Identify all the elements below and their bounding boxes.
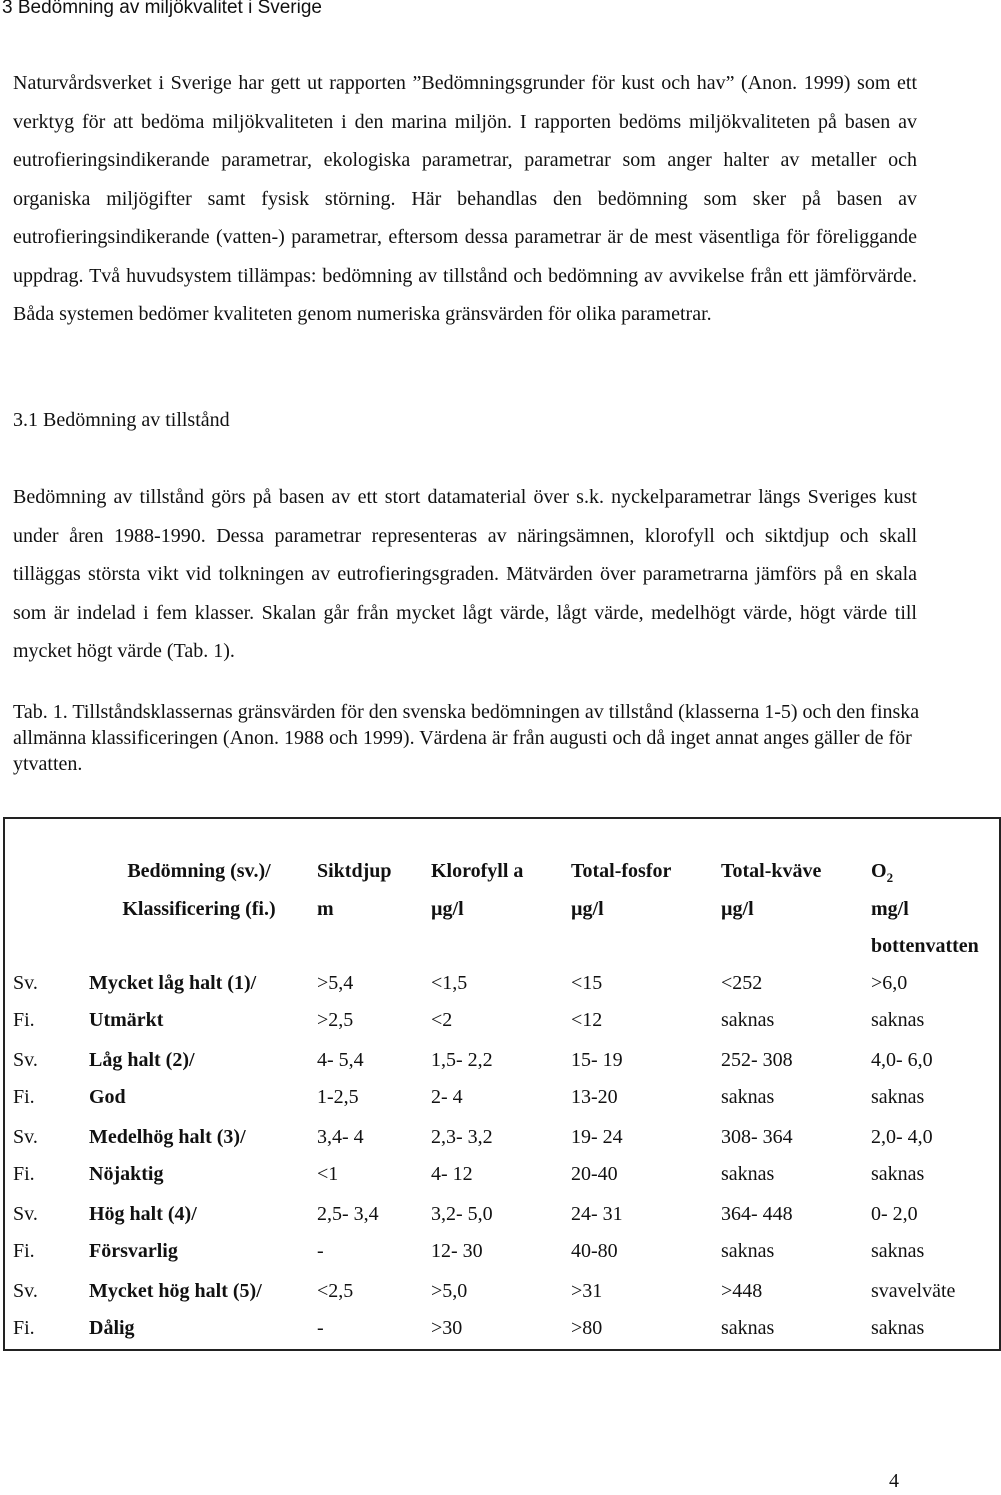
chl-cell — [423, 1042, 563, 1119]
lang-fi: Fi. — [13, 1317, 35, 1339]
class-cell — [75, 1042, 309, 1119]
lang-sv: Sv. — [13, 1125, 38, 1148]
lang-sv: Sv. — [13, 1202, 38, 1225]
class-sv: Mycket hög halt (5)/ — [89, 1279, 262, 1302]
header-tp-line1: Total-fosfor — [571, 860, 672, 882]
o2-sv: svavelväte — [871, 1279, 956, 1302]
secchi-sv: 3,4- 4 — [317, 1125, 364, 1148]
chl-cell — [423, 1273, 563, 1350]
o2-sv: 2,0- 4,0 — [871, 1125, 933, 1148]
chl-fi: 12- 30 — [431, 1240, 483, 1262]
header-secchi-line2: m — [317, 897, 334, 920]
o2-fi: saknas — [871, 1317, 925, 1339]
lang-cell — [4, 1119, 75, 1196]
lang-fi: Fi. — [13, 1086, 35, 1108]
chl-cell — [423, 965, 563, 1042]
class-sv: Låg halt (2)/ — [89, 1048, 195, 1071]
header-tn-line1: Total-kväve — [721, 860, 822, 882]
tp-fi: <12 — [571, 1009, 603, 1031]
o2-sv: 4,0- 6,0 — [871, 1048, 933, 1071]
tn-sv: 252- 308 — [721, 1048, 793, 1071]
header-o2-line3: bottenvatten — [871, 935, 979, 957]
o2-fi: saknas — [871, 1163, 925, 1185]
header-secchi-line1: Siktdjup — [317, 860, 392, 882]
chl-fi: >30 — [431, 1317, 463, 1339]
tp-sv: >31 — [571, 1279, 603, 1302]
class-fi: Nöjaktig — [89, 1163, 164, 1185]
header-o2-line1 — [871, 852, 999, 890]
lang-fi: Fi. — [13, 1163, 35, 1185]
header-chl-line1: Klorofyll a — [431, 860, 524, 882]
tn-fi: saknas — [721, 1240, 775, 1262]
o2-cell — [863, 1119, 1000, 1196]
lang-sv: Sv. — [13, 1048, 38, 1071]
header-class-line2: Klassificering (fi.) — [122, 898, 276, 920]
lang-fi: Fi. — [13, 1009, 35, 1031]
secchi-sv: 4- 5,4 — [317, 1048, 364, 1071]
tn-fi: saknas — [721, 1163, 775, 1185]
classification-table — [3, 817, 1001, 1351]
header-tn-line2: µg/l — [721, 897, 754, 920]
tp-cell — [563, 1273, 713, 1350]
o2-cell — [863, 1042, 1000, 1119]
lang-sv: Sv. — [13, 1279, 38, 1302]
secchi-cell — [309, 1273, 423, 1350]
secchi-fi: <1 — [317, 1163, 339, 1185]
table-row — [4, 965, 1000, 1042]
chl-cell — [423, 1196, 563, 1273]
subsection-heading: 3.1 Bedömning av tillstånd — [13, 409, 230, 431]
chl-fi: <2 — [431, 1009, 453, 1031]
lang-cell — [4, 965, 75, 1042]
o2-fi: saknas — [871, 1086, 925, 1108]
header-class — [75, 818, 309, 965]
class-fi: Försvarlig — [89, 1240, 178, 1262]
class-cell — [75, 1119, 309, 1196]
tn-fi: saknas — [721, 1317, 775, 1339]
tn-cell — [713, 1196, 863, 1273]
table-row — [4, 1196, 1000, 1273]
tp-fi: 13-20 — [571, 1086, 618, 1108]
class-sv: Hög halt (4)/ — [89, 1202, 197, 1225]
secchi-sv: <2,5 — [317, 1279, 354, 1302]
secchi-fi: - — [317, 1240, 324, 1262]
header-class-line1: Bedömning (sv.)/ — [127, 860, 271, 882]
secchi-cell — [309, 1042, 423, 1119]
secchi-fi: 1-2,5 — [317, 1086, 359, 1108]
header-o2-subscript: 2 — [886, 870, 894, 885]
header-oxygen — [863, 818, 1000, 965]
class-cell — [75, 965, 309, 1042]
header-total-nitrogen — [713, 818, 863, 965]
chl-fi: 2- 4 — [431, 1086, 463, 1108]
tn-cell — [713, 1042, 863, 1119]
o2-sv: 0- 2,0 — [871, 1202, 918, 1225]
lang-cell — [4, 1273, 75, 1350]
o2-cell — [863, 1273, 1000, 1350]
tn-sv: 308- 364 — [721, 1125, 793, 1148]
class-sv: Medelhög halt (3)/ — [89, 1125, 246, 1148]
chl-sv: 3,2- 5,0 — [431, 1202, 493, 1225]
section-heading: 3 Bedömning av miljökvalitet i Sverige — [2, 0, 322, 18]
chl-sv: >5,0 — [431, 1279, 468, 1302]
header-chlorophyll — [423, 818, 563, 965]
intro-paragraph: Naturvårdsverket i Sverige har gett ut rapporten ”Bedömningsgrunder för kust och hav” (Anon. 1999) som ett verktyg för att bedöma miljökvaliteten i den marina miljön. I rapporten bedöms miljökvaliteten på basen av eutrofieringsindikerande parametrar, ekologiska parametrar, parametrar som anger halter av metaller och organiska miljögifter samt fysisk störning. Här behandlas den bedömning som sker på basen av eutrofieringsindikerande (vatten-) parametrar, eftersom dessa parametrar är de mest väsentliga för föreliggande uppdrag. Två huvudsystem tillämpas: bedömning av tillstånd och bedömning av avvikelse från ett jämförvärde. Båda systemen bedömer kvaliteten genom numeriska gränsvärden för olika parametrar. — [13, 72, 917, 325]
table-row — [4, 1119, 1000, 1196]
table-caption: Tab. 1. Tillståndsklassernas gränsvärden för den svenska bedömningen av tillstånd (klasserna 1-5) och den finska allmänna klassificeringen (Anon. 1988 och 1999). Värdena är från augusti och då inget annat anges gäller de för ytvatten. — [13, 701, 920, 775]
secchi-sv: 2,5- 3,4 — [317, 1202, 379, 1225]
secchi-cell — [309, 1196, 423, 1273]
tn-cell — [713, 965, 863, 1042]
header-secchi — [309, 818, 423, 965]
header-o2-line2: mg/l — [871, 897, 909, 920]
secchi-sv: >5,4 — [317, 971, 354, 994]
page-number: 4 — [889, 1470, 899, 1492]
header-empty-cell — [4, 818, 75, 965]
tn-cell — [713, 1273, 863, 1350]
tn-fi: saknas — [721, 1086, 775, 1108]
table-row — [4, 1273, 1000, 1350]
secchi-cell — [309, 1119, 423, 1196]
secchi-cell — [309, 965, 423, 1042]
chl-sv: 1,5- 2,2 — [431, 1048, 493, 1071]
class-fi: God — [89, 1086, 126, 1108]
lang-sv: Sv. — [13, 971, 38, 994]
tp-fi: 20-40 — [571, 1163, 618, 1185]
o2-cell — [863, 1196, 1000, 1273]
tp-sv: 24- 31 — [571, 1202, 623, 1225]
class-fi: Utmärkt — [89, 1009, 164, 1031]
tn-sv: <252 — [721, 971, 763, 994]
tp-cell — [563, 965, 713, 1042]
tn-sv: 364- 448 — [721, 1202, 793, 1225]
chl-cell — [423, 1119, 563, 1196]
lang-cell — [4, 1042, 75, 1119]
chl-sv: <1,5 — [431, 971, 468, 994]
tp-cell — [563, 1042, 713, 1119]
secchi-fi: >2,5 — [317, 1009, 354, 1031]
tn-fi: saknas — [721, 1009, 775, 1031]
o2-fi: saknas — [871, 1240, 925, 1262]
lang-cell — [4, 1196, 75, 1273]
table-row — [4, 1042, 1000, 1119]
class-cell — [75, 1273, 309, 1350]
header-chl-line2: µg/l — [431, 897, 464, 920]
assessment-paragraph: Bedömning av tillstånd görs på basen av ett stort datamaterial över s.k. nyckelparametrar längs Sveriges kust under åren 1988-1990. Dessa parametrar representeras av näringsämnen, klorofyll och siktdjup och skall tilläggas största vikt vid tolkningen av eutrofieringsgraden. Mätvärden över parametrarna jämförs på en skala som är indelad i fem klasser. Skalan går från mycket lågt värde, lågt värde, medelhögt värde, högt värde till mycket högt värde (Tab. 1). — [13, 486, 917, 662]
tn-cell — [713, 1119, 863, 1196]
o2-sv: >6,0 — [871, 971, 908, 994]
header-tp-line2: µg/l — [571, 897, 604, 920]
tp-fi: 40-80 — [571, 1240, 618, 1262]
chl-sv: 2,3- 3,2 — [431, 1125, 493, 1148]
tp-cell — [563, 1119, 713, 1196]
tp-cell — [563, 1196, 713, 1273]
header-o2-symbol: O — [871, 860, 887, 882]
table-header-row — [4, 818, 1000, 965]
tp-sv: <15 — [571, 971, 603, 994]
class-sv: Mycket låg halt (1)/ — [89, 971, 257, 994]
lang-fi: Fi. — [13, 1240, 35, 1262]
header-total-phosphorus — [563, 818, 713, 965]
tp-sv: 19- 24 — [571, 1125, 623, 1148]
tn-sv: >448 — [721, 1279, 763, 1302]
chl-fi: 4- 12 — [431, 1163, 473, 1185]
class-fi: Dålig — [89, 1317, 135, 1339]
tp-sv: 15- 19 — [571, 1048, 623, 1071]
o2-cell — [863, 965, 1000, 1042]
class-cell — [75, 1196, 309, 1273]
tp-fi: >80 — [571, 1317, 603, 1339]
o2-fi: saknas — [871, 1009, 925, 1031]
secchi-fi: - — [317, 1317, 324, 1339]
